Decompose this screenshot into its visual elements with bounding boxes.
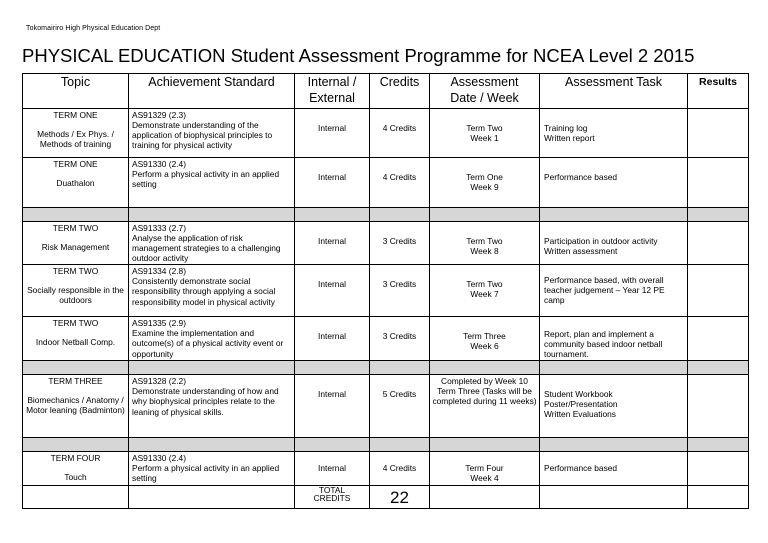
header-standard: Achievement Standard <box>129 74 295 109</box>
task-cell: Student Workbook Poster/Presentation Written Evaluations <box>540 375 688 438</box>
results-cell <box>688 158 749 208</box>
header-row <box>23 74 749 109</box>
empty-cell <box>23 485 129 508</box>
internal-external-cell: Internal <box>295 317 370 361</box>
empty-cell <box>540 485 688 508</box>
date-cell: Term Two Week 8 <box>430 222 540 265</box>
standard-cell: AS91329 (2.3) Demonstrate understanding of the application of biophysical principles to training for physical activity <box>129 109 295 158</box>
topic-cell: TERM TWO Indoor Netball Comp. <box>23 317 129 361</box>
total-credits-value: 22 <box>370 485 430 508</box>
credits-cell: 3 Credits <box>370 265 430 317</box>
credits-cell: 4 Credits <box>370 109 430 158</box>
standard-cell: AS91333 (2.7) Analyse the application of risk management strategies to a challenging outdoor activity <box>129 222 295 265</box>
table-row <box>23 158 749 208</box>
results-cell <box>688 222 749 265</box>
task-cell: Performance based <box>540 158 688 208</box>
standard-cell: AS91330 (2.4) Perform a physical activity in an applied setting <box>129 452 295 485</box>
date-cell: Term Two Week 1 <box>430 109 540 158</box>
empty-cell <box>688 485 749 508</box>
header-topic: Topic <box>23 74 129 109</box>
total-credits-label: TOTAL CREDITS <box>295 485 370 508</box>
results-cell <box>688 109 749 158</box>
table-row <box>23 265 749 317</box>
separator-row <box>23 361 749 375</box>
internal-external-cell: Internal <box>295 158 370 208</box>
credits-cell: 4 Credits <box>370 158 430 208</box>
header-credits: Credits <box>370 74 430 109</box>
topic-cell: TERM ONE Methods / Ex Phys. / Methods of training <box>23 109 129 158</box>
separator-row <box>23 438 749 452</box>
standard-cell: AS91334 (2.8) Consistently demonstrate social responsibility through applying a social responsibility model in physical activity <box>129 265 295 317</box>
assessment-table <box>22 73 749 509</box>
credits-cell: 3 Credits <box>370 222 430 265</box>
table-row <box>23 452 749 485</box>
task-cell: Participation in outdoor activity Written assessment <box>540 222 688 265</box>
topic-cell: TERM TWO Risk Management <box>23 222 129 265</box>
department-name: Tokomairiro High Physical Education Dept <box>26 25 161 32</box>
credits-cell: 4 Credits <box>370 452 430 485</box>
table-row <box>23 222 749 265</box>
task-cell: Performance based <box>540 452 688 485</box>
table-row <box>23 375 749 438</box>
header-internal-external: Internal / External <box>295 74 370 109</box>
results-cell <box>688 452 749 485</box>
page-title: PHYSICAL EDUCATION Student Assessment Programme for NCEA Level 2 2015 <box>22 45 695 66</box>
table-row <box>23 317 749 361</box>
task-cell: Performance based, with overall teacher judgement – Year 12 PE camp <box>540 265 688 317</box>
separator-row <box>23 208 749 222</box>
header-task: Assessment Task <box>540 74 688 109</box>
topic-cell: TERM TWO Socially responsible in the outdoors <box>23 265 129 317</box>
internal-external-cell: Internal <box>295 109 370 158</box>
standard-cell: AS91330 (2.4) Perform a physical activity in an applied setting <box>129 158 295 208</box>
internal-external-cell: Internal <box>295 222 370 265</box>
results-cell <box>688 375 749 438</box>
standard-cell: AS91328 (2.2) Demonstrate understanding of how and why biophysical principles relate to the leaning of physical skills. <box>129 375 295 438</box>
credits-cell: 5 Credits <box>370 375 430 438</box>
internal-external-cell: Internal <box>295 375 370 438</box>
internal-external-cell: Internal <box>295 452 370 485</box>
results-cell <box>688 317 749 361</box>
topic-cell: TERM ONE Duathalon <box>23 158 129 208</box>
empty-cell <box>129 485 295 508</box>
date-cell: Term Four Week 4 <box>430 452 540 485</box>
header-results: Results <box>688 74 749 109</box>
standard-cell: AS91335 (2.9) Examine the implementation and outcome(s) of a physical activity event or opportunity <box>129 317 295 361</box>
task-cell: Training log Written report <box>540 109 688 158</box>
total-row <box>23 485 749 508</box>
date-cell: Term One Week 9 <box>430 158 540 208</box>
date-cell: Term Two Week 7 <box>430 265 540 317</box>
internal-external-cell: Internal <box>295 265 370 317</box>
date-cell: Term Three Week 6 <box>430 317 540 361</box>
credits-cell: 3 Credits <box>370 317 430 361</box>
results-cell <box>688 265 749 317</box>
header-date: Assessment Date / Week <box>430 74 540 109</box>
task-cell: Report, plan and implement a community based indoor netball tournament. <box>540 317 688 361</box>
date-cell: Completed by Week 10 Term Three (Tasks will be completed during 11 weeks) <box>430 375 540 438</box>
topic-cell: TERM FOUR Touch <box>23 452 129 485</box>
topic-cell: TERM THREE Biomechanics / Anatomy / Motor leaning (Badminton) <box>23 375 129 438</box>
empty-cell <box>430 485 540 508</box>
table-row <box>23 109 749 158</box>
